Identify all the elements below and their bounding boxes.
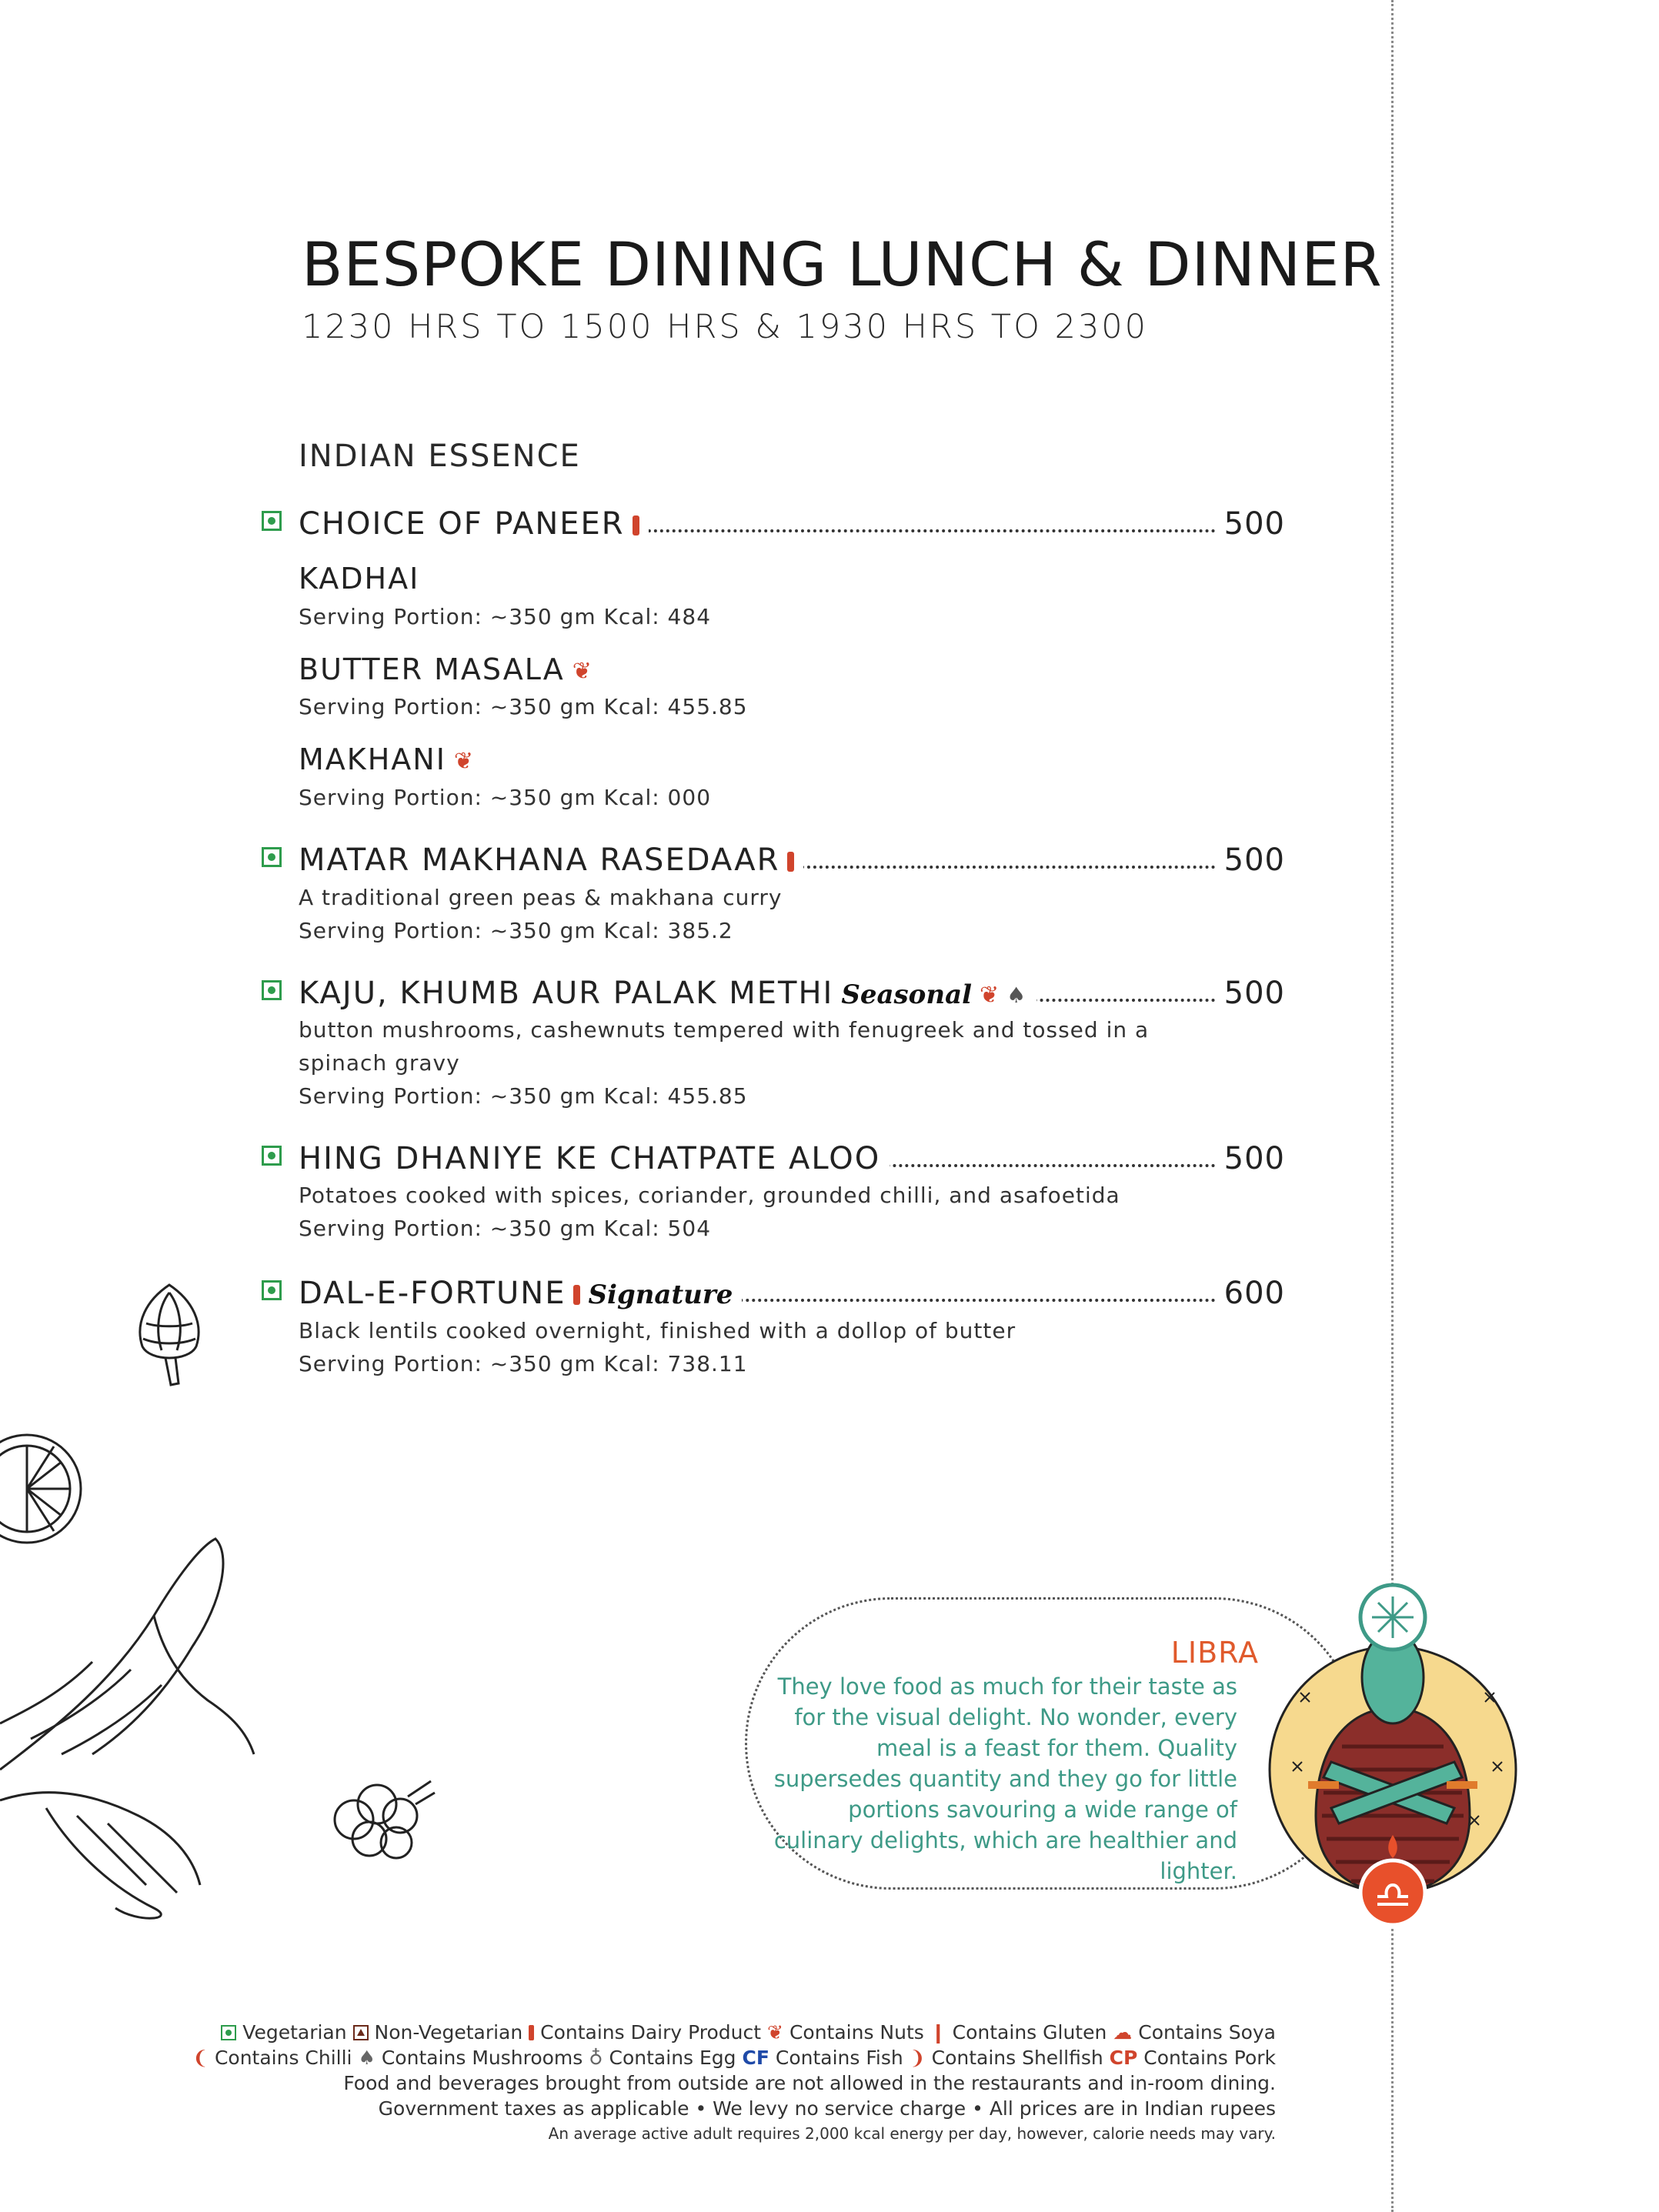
serving-info: Serving Portion: ~350 gm Kcal: 455.85 xyxy=(299,694,748,719)
gluten-icon: ❙ xyxy=(930,2021,946,2044)
chilli-icon: ❨ xyxy=(192,2047,209,2069)
service-hours: 1230 HRS TO 1500 HRS & 1930 HRS TO 2300 xyxy=(302,308,1149,346)
legend-chilli: Contains Chilli xyxy=(214,2047,352,2069)
pork-icon: CP xyxy=(1109,2047,1138,2069)
item-price: 500 xyxy=(1217,1141,1285,1176)
legend-soya: Contains Soya xyxy=(1138,2021,1276,2044)
legend-vegetarian: Vegetarian xyxy=(242,2021,347,2044)
serving-info: Serving Portion: ~350 gm Kcal: 385.2 xyxy=(299,918,733,943)
item-name: DAL-E-FORTUNE xyxy=(299,1276,566,1311)
legend-row xyxy=(192,2020,1276,2045)
fish-icon: CF xyxy=(742,2047,769,2069)
serving-info: Serving Portion: ~350 gm Kcal: 504 xyxy=(299,1216,712,1241)
artichoke-illustration xyxy=(123,1277,215,1393)
dairy-icon xyxy=(787,852,794,872)
item-description: Potatoes cooked with spices, coriander, grounded chilli, and asafoetida xyxy=(299,1183,1120,1208)
menu-item-paneer xyxy=(262,506,1285,540)
legend-dairy: Contains Dairy Product xyxy=(540,2021,762,2044)
item-price: 600 xyxy=(1217,1276,1285,1311)
page-title: BESPOKE DINING LUNCH & DINNER xyxy=(302,231,1383,300)
item-description: button mushrooms, cashewnuts tempered with fenugreek and tossed in a xyxy=(299,1017,1150,1043)
item-name: KAJU, KHUMB AUR PALAK METHI xyxy=(299,976,834,1011)
item-name-row xyxy=(299,842,803,878)
nuts-icon: ❦ xyxy=(453,748,476,775)
legend-note: Government taxes as applicable • We levy no service charge • All prices are in Indian rupees xyxy=(378,2097,1276,2120)
legend-shellfish: Contains Shellfish xyxy=(931,2047,1103,2069)
legend-fish: Contains Fish xyxy=(775,2047,903,2069)
legend-note: Food and beverages brought from outside are not allowed in the restaurants and in-room dining. xyxy=(343,2072,1276,2094)
legend-note: An average active adult requires 2,000 kcal energy per day, however, calorie needs may vary. xyxy=(548,2124,1276,2143)
item-price: 500 xyxy=(1217,506,1285,542)
option-name: BUTTER MASALA xyxy=(299,652,565,686)
item-price: 500 xyxy=(1217,976,1285,1011)
menu-item-matar xyxy=(262,842,1285,876)
menu-item-hing xyxy=(262,1141,1285,1175)
libra-zodiac-illustration xyxy=(1262,1562,1547,1947)
serving-info: Serving Portion: ~350 gm Kcal: 000 xyxy=(299,785,712,810)
veg-icon xyxy=(262,511,282,531)
option-name: MAKHANI xyxy=(299,742,446,776)
veg-icon xyxy=(262,1146,282,1166)
option-name-row xyxy=(299,652,593,686)
dairy-icon xyxy=(573,1285,580,1305)
item-name-row xyxy=(299,506,649,542)
radish-leaf-illustration xyxy=(0,1523,262,1923)
non-veg-icon xyxy=(353,2025,369,2040)
mushroom-icon: ♠ xyxy=(1006,982,1028,1008)
item-name-row xyxy=(299,976,1036,1011)
serving-info: Serving Portion: ~350 gm Kcal: 484 xyxy=(299,604,712,629)
legend-nuts: Contains Nuts xyxy=(789,2021,924,2044)
nuts-icon: ❦ xyxy=(572,658,593,685)
legend-mushrooms: Contains Mushrooms xyxy=(381,2047,583,2069)
veg-icon xyxy=(262,847,282,867)
item-name-row xyxy=(299,1276,742,1311)
veg-icon xyxy=(262,980,282,1000)
serving-info: Serving Portion: ~350 gm Kcal: 738.11 xyxy=(299,1351,748,1376)
item-description: A traditional green peas & makhana curry xyxy=(299,885,783,910)
item-description: spinach gravy xyxy=(299,1050,460,1076)
libra-description: They love food as much for their taste as for the visual delight. No wonder, every meal is a feast for them. Quality supersedes quantity and they go for little portions savouring a wide range of culinary delights, which are healthier and lighter. xyxy=(773,1673,1237,1884)
dairy-icon xyxy=(529,2025,534,2040)
egg-icon: ♁ xyxy=(589,2047,603,2069)
item-description: Black lentils cooked overnight, finished with a dollop of butter xyxy=(299,1318,1016,1343)
veg-icon xyxy=(221,2025,236,2040)
menu-item-dal xyxy=(262,1276,1285,1310)
seasonal-tag: Seasonal xyxy=(841,979,973,1010)
allergen-legend xyxy=(192,2020,1276,2147)
option-name: KADHAI xyxy=(299,562,420,596)
nuts-icon: ❦ xyxy=(767,2021,783,2044)
mushroom-icon: ♠ xyxy=(358,2047,376,2069)
legend-row xyxy=(192,2045,1276,2070)
libra-title: LIBRA xyxy=(1170,1636,1259,1670)
nuts-icon: ❦ xyxy=(980,981,1001,1009)
legend-egg: Contains Egg xyxy=(609,2047,736,2069)
serving-info: Serving Portion: ~350 gm Kcal: 455.85 xyxy=(299,1083,748,1109)
soya-icon: ☁ xyxy=(1113,2021,1133,2044)
item-name: HING DHANIYE KE CHATPATE ALOO xyxy=(299,1141,890,1176)
dairy-icon xyxy=(633,515,639,535)
legend-gluten: Contains Gluten xyxy=(952,2021,1107,2044)
veg-icon xyxy=(262,1280,282,1300)
signature-tag: Signature xyxy=(588,1279,733,1310)
item-price: 500 xyxy=(1217,842,1285,878)
menu-item-kaju xyxy=(262,976,1285,1009)
shellfish-icon: ❩ xyxy=(909,2047,926,2069)
legend-pork: Contains Pork xyxy=(1143,2047,1276,2069)
legend-non-vegetarian: Non-Vegetarian xyxy=(374,2021,523,2044)
section-title: INDIAN ESSENCE xyxy=(299,439,581,474)
option-name-row xyxy=(299,742,475,776)
broccoli-illustration xyxy=(323,1773,439,1881)
item-name: CHOICE OF PANEER xyxy=(299,506,625,542)
item-name: MATAR MAKHANA RASEDAAR xyxy=(299,842,780,878)
